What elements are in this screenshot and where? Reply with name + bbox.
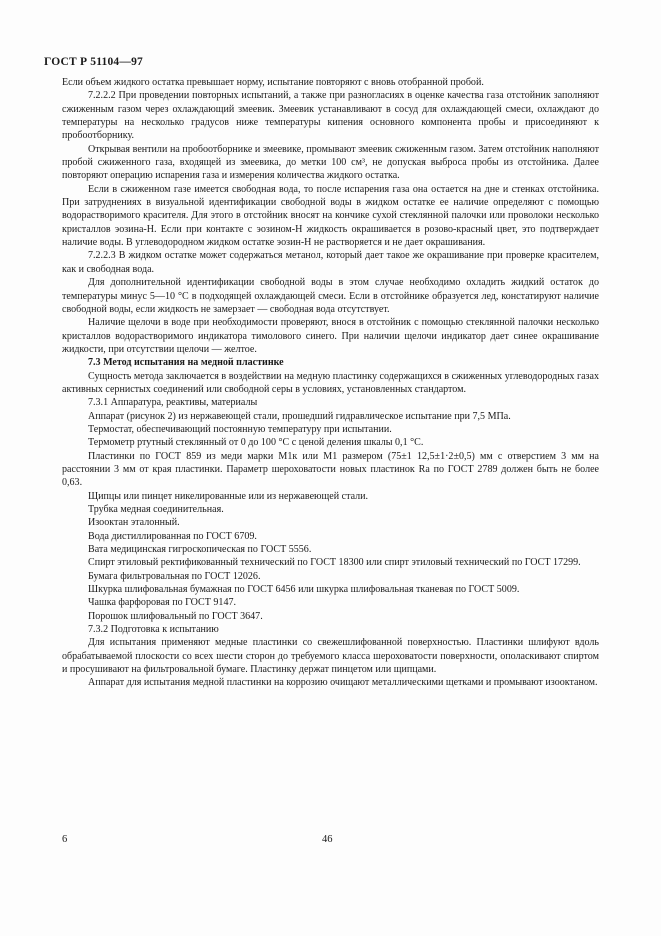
paragraph: Для испытания применяют медные пластинки со свежешлифованной поверхностью. Пластинки шлифуют вдоль обрабатываемой плоскости со всех шести сторон до требуемого класса шероховатости поверхности, ополаскивают спиртом и просушивают на фильтровальной бумаге. Пластинку держат пинцетом или щипцами. — [62, 637, 599, 676]
paragraph: Трубка медная соединительная. — [88, 504, 224, 515]
section-heading: 7.3 Метод испытания на медной пластинке — [88, 357, 284, 369]
paragraph: 7.2.2.2 При проведении повторных испытаний, а также при разногласиях в оценке качества газа отстойник заполняют сжиженным газом через охлаждающий змеевик. Змеевик устанавливают в сосуд для охлаждающей смеси, охлаждают до температуры на несколько градусов ниже температуры кипения основного компонента пробы и присоединяют к пробоотборнику. — [62, 90, 599, 142]
paragraph: Для дополнительной идентификации свободной воды в этом случае необходимо охладить жидкий остаток до температуры минус 5—10 °С в подходящей охлаждающей смеси. Если в отстойнике образуется лед, констатируют наличие свободной воды, если жидкость не замерзает — свободная вода отсутствует. — [62, 277, 599, 315]
subsection-heading: 7.3.1 Аппаратура, реактивы, материалы — [88, 397, 258, 409]
paragraph: Сущность метода заключается в воздействии на медную пластинку содержащихся в сжиженных углеводородных газах активных сернистых соединений или свободной серы в условиях, установленных стандартом. — [62, 370, 599, 395]
paragraph: Спирт этиловый ректификованный технический по ГОСТ 18300 или спирт этиловый технический по ГОСТ 17299. — [88, 557, 581, 569]
paragraph: Шкурка шлифовальная бумажная по ГОСТ 6456 или шкурка шлифовальная тканевая по ГОСТ 5009. — [88, 584, 520, 596]
paragraph: Пластинки по ГОСТ 859 из меди марки М1к или М1 размером (75±1 12,5±1·2±0,5) мм с отверстием 3 мм на расстоянии 3 мм от края пластинки. Параметр шероховатости новых пластинок Ra по ГОСТ 2789 должен быть не более 0,63. — [62, 450, 599, 489]
page-number-left: 6 — [62, 834, 68, 845]
paragraph: Если объем жидкого остатка превышает норму, испытание повторяют с вновь отобранной пробой. — [62, 77, 484, 88]
paragraph: Порошок шлифовальный по ГОСТ 3647. — [88, 610, 263, 622]
paragraph: 7.2.2.3 В жидком остатке может содержаться метанол, который дает такое же окрашивание при проверке красителем, как и свободная вода. — [62, 250, 599, 275]
paragraph: Аппарат (рисунок 2) из нержавеющей стали, прошедший гидравлическое испытание при 7,5 МПа. — [88, 410, 511, 422]
subsection-heading: 7.3.2 Подготовка к испытанию — [88, 624, 219, 636]
paragraph: Открывая вентили на пробоотборнике и змеевике, промывают змеевик сжиженным газом. Затем отстойник наполняют пробой сжиженного газа, входящей из змеевика, до метки 100 см³, не допуская выброса пробы из отстойника. Далее повторяют операцию испарения газа и измерения количества жидкого остатка. — [62, 143, 599, 182]
paragraph: Бумага фильтровальная по ГОСТ 12026. — [88, 570, 261, 582]
paragraph: Наличие щелочи в воде при необходимости проверяют, внося в отстойник с помощью стеклянной палочки несколько кристаллов водорастворимого индикатора тимолового синего. При наличии щелочи индикатор дает синее окрашивание жидкости, при отсутствии щелочи — желтое. — [62, 317, 599, 355]
paragraph: Аппарат для испытания медной пластинки на коррозию очищают металлическими щетками и промывают изооктаном. — [88, 677, 598, 689]
document-body — [62, 76, 599, 690]
document-header: ГОСТ Р 51104—97 — [44, 56, 143, 68]
page-number-center: 46 — [322, 834, 333, 845]
paragraph: Вода дистиллированная по ГОСТ 6709. — [88, 530, 257, 542]
paragraph: Щипцы или пинцет никелированные или из нержавеющей стали. — [88, 490, 369, 502]
paragraph: Термометр ртутный стеклянный от 0 до 100 °С с ценой деления шкалы 0,1 °С. — [88, 437, 424, 449]
paragraph: Термостат, обеспечивающий постоянную температуру при испытании. — [88, 423, 392, 435]
paragraph: Чашка фарфоровая по ГОСТ 9147. — [88, 597, 237, 609]
paragraph: Вата медицинская гигроскопическая по ГОСТ 5556. — [88, 544, 312, 556]
paragraph: Изооктан эталонный. — [88, 517, 180, 529]
paragraph: Если в сжиженном газе имеется свободная вода, то после испарения газа она остается на дне и стенках отстойника. При затруднениях в визуальной идентификации свободной воды в жидком остатке ее наличие определяют с помощью водорастворимого красителя. Для этого в отстойник вносят на кончике сухой стеклянной палочки или проволоки несколько кристаллов эозина-Н. Если при контакте с эозином-Н жидкость окрашивается в розово-красный цвет, это подтверждает наличие воды. В углеводородном жидком остатке эозин-Н не растворяется и не дает окрашивания. — [62, 183, 599, 249]
